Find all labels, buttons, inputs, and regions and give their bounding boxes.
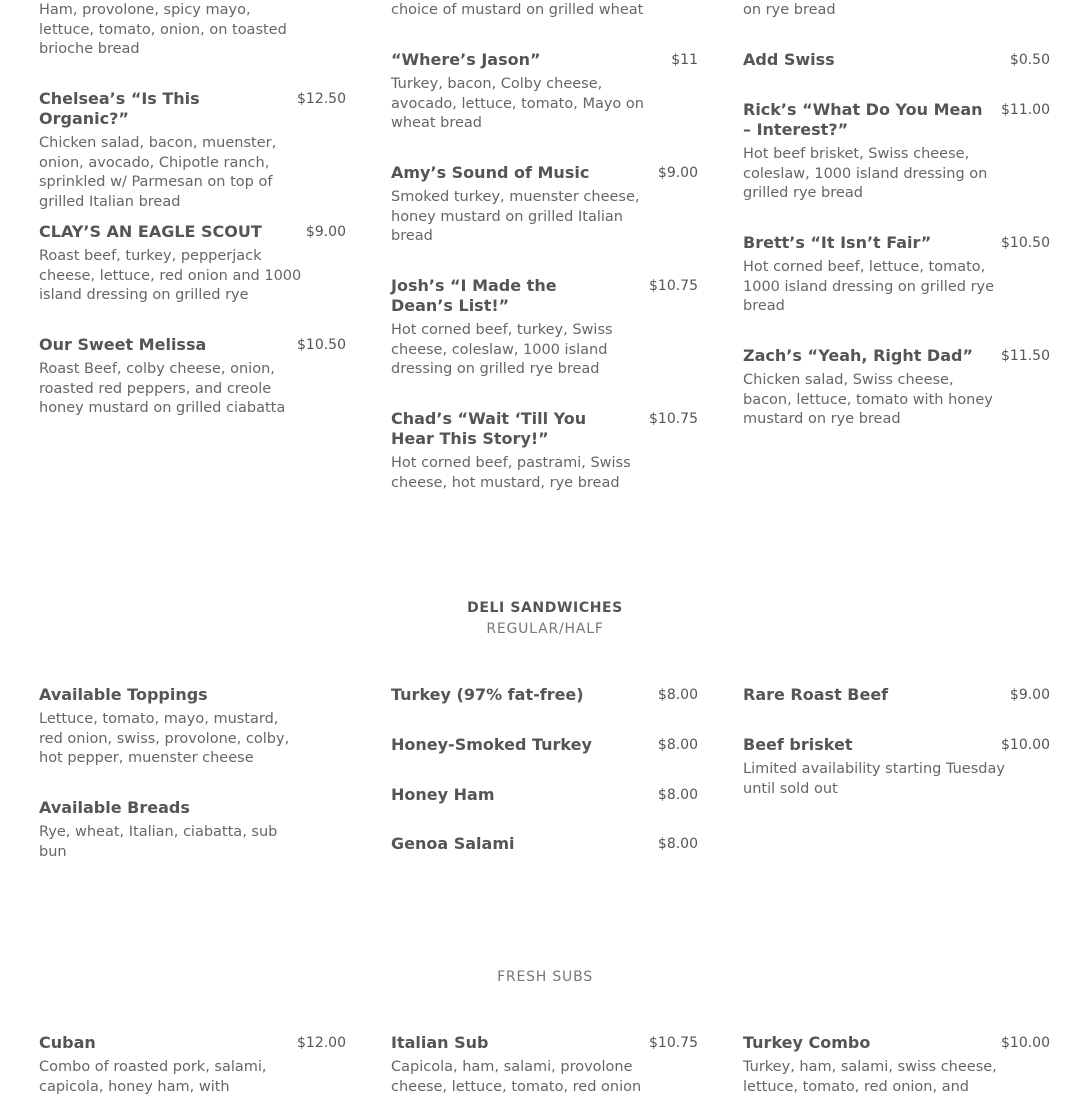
menu-item [743,1,1050,21]
menu-item-description: Hot beef brisket, Swiss cheese, coleslaw, 1000 island dressing on grilled rye bread [743,146,988,201]
menu-item [743,1033,1050,1097]
section-title-deli: DELI SANDWICHES [467,600,623,616]
menu-item-price: $10.00 [1001,737,1050,753]
menu-item [391,1,698,21]
menu-item-name: Chad’s “Wait ‘Till You Hear This Story!” [391,409,587,448]
menu-item [39,89,346,212]
menu-item-price: $12.50 [297,91,346,107]
menu-item-price: $9.00 [657,165,698,181]
menu-item-description: Rye, wheat, Italian, ciabatta, sub bun [39,824,278,860]
menu-item-price: $10.50 [1001,235,1050,251]
menu-item-description: Combo of roasted pork, salami, capicola, honey ham, with [39,1059,267,1095]
menu-item-description: Hot corned beef, lettuce, tomato, 1000 island dressing on grilled rye bread [743,259,995,314]
menu-item-name: Amy’s Sound of Music [391,163,590,182]
menu-item-description: Hot corned beef, turkey, Swiss cheese, coleslaw, 1000 island dressing on grilled rye bread [391,322,613,377]
menu-item-name: Zach’s “Yeah, Right Dad” [743,346,973,365]
menu-item [391,163,698,247]
menu-item-description: Ham, provolone, spicy mayo, lettuce, tomato, onion, on toasted brioche bread [39,2,287,57]
menu-item [39,798,346,862]
menu-item-name: Available Breads [39,798,190,817]
menu-item-price: $10.75 [649,1035,698,1051]
menu-item-name: Genoa Salami [391,834,515,853]
menu-item-price: $0.50 [1009,52,1050,68]
menu-item-price: $12.00 [297,1035,346,1051]
menu-item-name: Italian Sub [391,1033,489,1052]
menu-item [391,276,698,380]
menu-item [391,785,698,805]
menu-item-price: $10.75 [649,278,698,294]
menu-item-description: Chicken salad, Swiss cheese, bacon, lettuce, tomato with honey mustard on rye bread [743,372,993,427]
menu-item-name: Turkey Combo [743,1033,871,1052]
menu-item-description: Roast beef, turkey, pepperjack cheese, lettuce, red onion and 1000 island dressing on grilled rye [39,248,302,303]
menu-item-price: $10.00 [1001,1035,1050,1051]
menu-item-price: $11.50 [1001,348,1050,364]
menu-item [391,834,698,854]
menu-item [743,233,1050,317]
menu-item-description: Roast Beef, colby cheese, onion, roasted red peppers, and creole honey mustard on grilled ciabatta [39,361,286,416]
menu-item-name: Rick’s “What Do You Mean – Interest?” [743,100,983,139]
menu-item-price: $11 [671,52,698,68]
menu-item-price: $9.00 [1009,687,1050,703]
menu-item [743,685,1050,705]
menu-item [391,50,698,134]
menu-item-description: Lettuce, tomato, mayo, mustard, red onion, swiss, provolone, colby, hot pepper, muenster cheese [39,711,290,766]
menu-item-description: Limited availability starting Tuesday until sold out [743,761,1005,797]
menu-item [743,100,1050,204]
menu-item-description: Turkey, ham, salami, swiss cheese, lettuce, tomato, red onion, and [743,1059,997,1095]
menu-item-price: $10.50 [297,337,346,353]
menu-item-description: Capicola, ham, salami, provolone cheese, lettuce, tomato, red onion [391,1059,642,1095]
menu-item-description: Chicken salad, bacon, muenster, onion, avocado, Chipotle ranch, sprinkled w/ Parmesan on top of grilled Italian bread [39,135,277,210]
menu-item [391,409,698,493]
menu-item-price: $8.00 [657,787,698,803]
menu-item [39,222,346,306]
menu-item-name: Available Toppings [39,685,208,704]
menu-item-name: Chelsea’s “Is This Organic?” [39,89,200,128]
menu-item-name: Rare Roast Beef [743,685,889,704]
menu-item-name: CLAY’S AN EAGLE SCOUT [39,222,262,241]
menu-item-name: Honey-Smoked Turkey [391,735,592,754]
menu-item [743,735,1050,799]
menu-item [39,685,346,769]
menu-item-name: Our Sweet Melissa [39,335,207,354]
menu-item-price: $8.00 [657,836,698,852]
menu-item [39,1,346,60]
menu-item-name: Josh’s “I Made the Dean’s List!” [391,276,557,315]
menu-item-price: $9.00 [305,224,346,240]
menu-item-name: Turkey (97% fat-free) [391,685,584,704]
menu-item [743,50,1050,70]
menu-item-name: Add Swiss [743,50,835,69]
menu-item-name: Brett’s “It Isn’t Fair” [743,233,932,252]
menu-item-description: Hot corned beef, pastrami, Swiss cheese, hot mustard, rye bread [391,455,631,491]
menu-item-price: $8.00 [657,687,698,703]
menu-item [39,335,346,419]
menu-item-price: $11.00 [1001,102,1050,118]
menu-item-description: Smoked turkey, muenster cheese, honey mustard on grilled Italian bread [391,189,640,244]
menu-item-price: $8.00 [657,737,698,753]
menu-item [391,735,698,755]
section-title-subs: FRESH SUBS [497,969,593,985]
menu-item-name: “Where’s Jason” [391,50,541,69]
menu-item-name: Honey Ham [391,785,495,804]
menu-item-name: Cuban [39,1033,96,1052]
menu-item [39,1033,346,1097]
menu-item-description: on rye bread [743,2,836,18]
section-subtitle-deli: REGULAR/HALF [486,621,604,637]
menu-item [391,685,698,705]
menu-item-price: $10.75 [649,411,698,427]
menu-item-name: Beef brisket [743,735,853,754]
menu-item [743,346,1050,430]
menu-item [391,1033,698,1097]
menu-item-description: choice of mustard on grilled wheat [391,2,644,18]
menu-item-description: Turkey, bacon, Colby cheese, avocado, lettuce, tomato, Mayo on wheat bread [391,76,644,131]
